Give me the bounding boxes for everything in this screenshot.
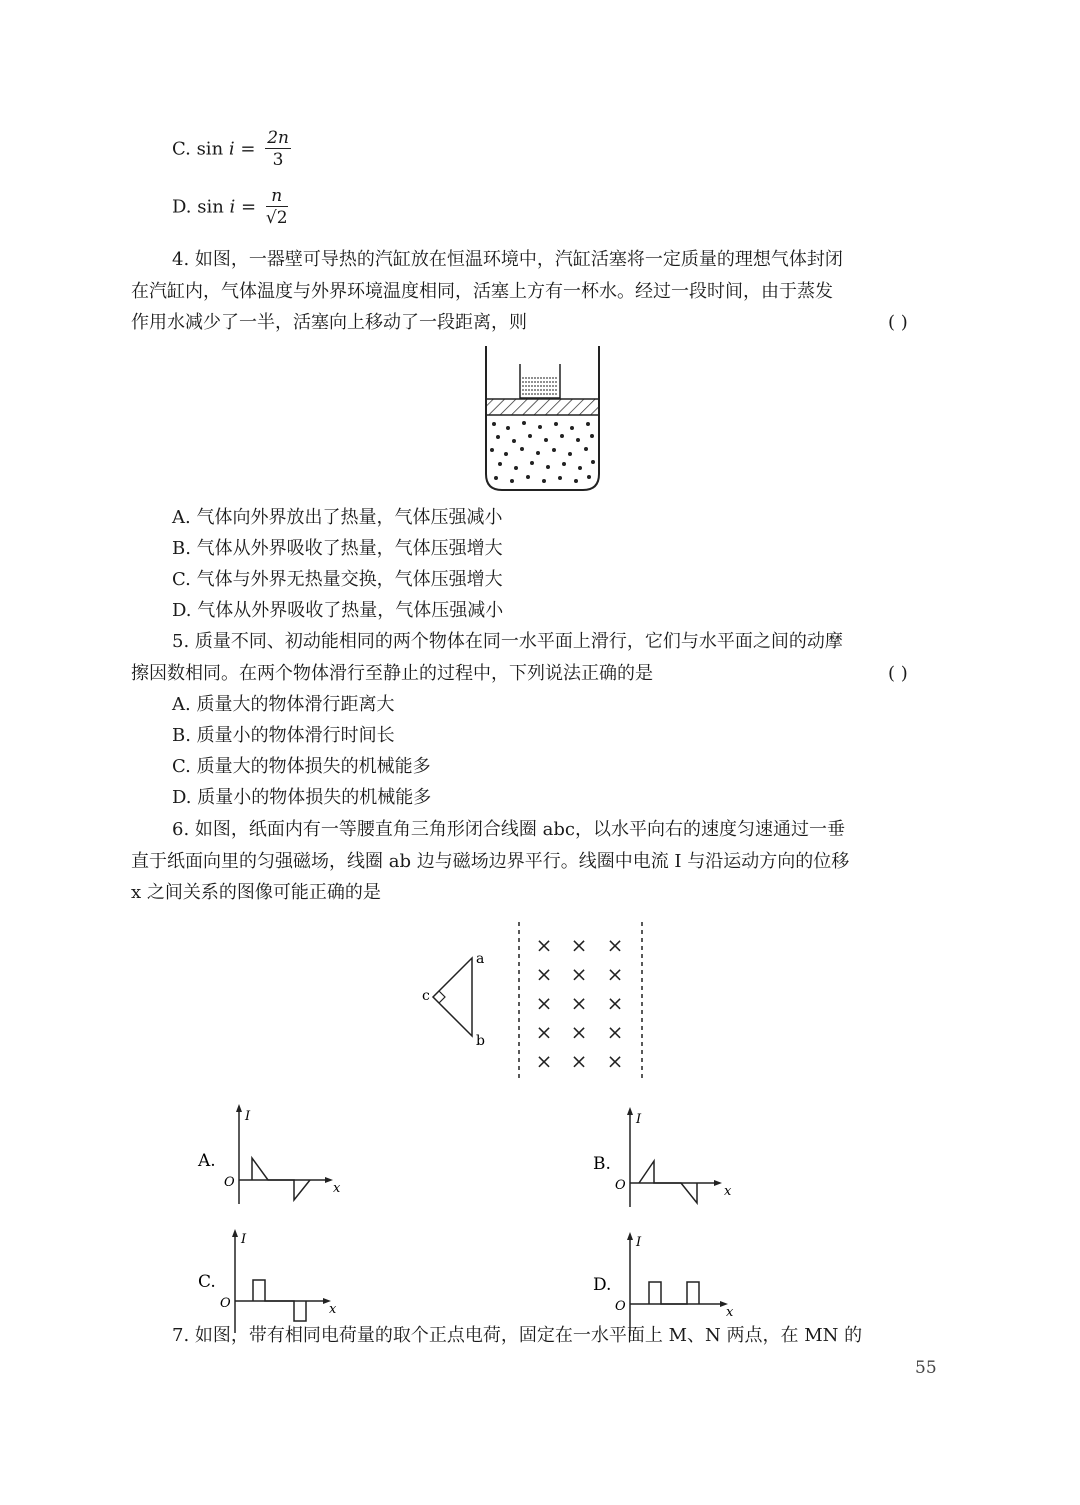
- q3-option-c: C. sin i = $\frac{2n}{3}$: [172, 128, 289, 170]
- svg-text:×: ×: [570, 933, 588, 957]
- graph-d-y-arrow: [627, 1232, 633, 1240]
- graph-d-x-label: x: [726, 1305, 734, 1320]
- graph-b-curve: [639, 1161, 697, 1203]
- graph-d-letter: D.: [593, 1275, 612, 1295]
- water-cup: [520, 364, 560, 398]
- q5-option-c: C. 质量大的物体损失的机械能多: [172, 756, 431, 777]
- gas-molecules: [490, 421, 595, 483]
- q4-option-d: D. 气体从外界吸收了热量，气体压强减小: [172, 600, 504, 621]
- graph-d-curve: [649, 1282, 699, 1304]
- graph-c-letter: C.: [198, 1272, 216, 1292]
- q5-answer-bracket: ( ): [888, 663, 908, 684]
- q6-text-line-1: 6. 如图，纸面内有一等腰直角三角形闭合线圈 abc，以水平向右的速度匀速通过一垂: [172, 819, 845, 840]
- q4-text-line-1: 4. 如图，一器壁可导热的汽缸放在恒温环境中，汽缸活塞将一定质量的理想气体封闭: [172, 249, 843, 270]
- q4-option-b: B. 气体从外界吸收了热量，气体压强增大: [172, 538, 503, 559]
- svg-text:×: ×: [606, 1020, 624, 1044]
- graph-a-x-label: x: [333, 1181, 341, 1196]
- svg-text:×: ×: [535, 991, 553, 1015]
- graph-c-x-label: x: [329, 1302, 337, 1317]
- svg-text:×: ×: [570, 962, 588, 986]
- q4-option-a: A. 气体向外界放出了热量，气体压强减小: [172, 507, 503, 528]
- q4-text-line-2: 在汽缸内，气体温度与外界环境温度相同，活塞上方有一杯水。经过一段时间，由于蒸发: [131, 281, 833, 302]
- right-angle-mark: [439, 991, 445, 1003]
- svg-text:×: ×: [535, 1020, 553, 1044]
- graph-b-x-arrow: [714, 1180, 722, 1186]
- water-surface: [522, 378, 558, 394]
- svg-text:×: ×: [535, 962, 553, 986]
- field-crosses: [536, 933, 624, 1073]
- page-number: 55: [915, 1358, 937, 1378]
- graph-d-y-label: I: [636, 1235, 642, 1250]
- q5-option-d: D. 质量小的物体损失的机械能多: [172, 787, 432, 808]
- label-b: b: [476, 1033, 485, 1049]
- q4-text-line-3: 作用水减少了一半，活塞向上移动了一段距离，则: [131, 312, 527, 333]
- q3-option-d-fraction: $\frac{n}{√2}$: [265, 186, 288, 228]
- svg-text:×: ×: [570, 1020, 588, 1044]
- svg-text:×: ×: [535, 1049, 553, 1073]
- cylinder-wall: [486, 346, 599, 490]
- graph-a-y-label: I: [245, 1109, 251, 1124]
- graph-b-origin: O: [615, 1178, 626, 1193]
- graph-a-curve: [252, 1158, 310, 1200]
- graph-c-y-label: I: [241, 1232, 247, 1247]
- svg-text:×: ×: [606, 991, 624, 1015]
- piston: [486, 399, 599, 415]
- svg-text:×: ×: [570, 991, 588, 1015]
- svg-text:×: ×: [570, 1049, 588, 1073]
- q3-option-d: D. sin i = $\frac{n}{√2}$: [172, 186, 288, 228]
- graph-a: [190, 1100, 370, 1210]
- graph-d-origin: O: [615, 1299, 626, 1314]
- graph-a-x-arrow: [325, 1177, 333, 1183]
- graph-b-y-arrow: [627, 1107, 633, 1115]
- q6-text-line-2: 直于纸面向里的匀强磁场，线圈 ab 边与磁场边界平行。线圈中电流 I 与沿运动方向的位移: [131, 851, 850, 872]
- graph-a-letter: A.: [198, 1151, 216, 1171]
- label-a: a: [476, 951, 485, 967]
- graph-c-y-arrow: [232, 1229, 238, 1237]
- svg-text:×: ×: [606, 962, 624, 986]
- q5-text-line-1: 5. 质量不同、初动能相同的两个物体在同一水平面上滑行，它们与水平面之间的动摩: [172, 631, 843, 652]
- graph-c-origin: O: [220, 1296, 231, 1311]
- graph-c: [190, 1225, 370, 1340]
- q4-cylinder-figure: [480, 344, 605, 494]
- svg-text:×: ×: [606, 933, 624, 957]
- svg-text:×: ×: [535, 933, 553, 957]
- graph-b-letter: B.: [593, 1154, 611, 1174]
- q5-text-line-2: 擦因数相同。在两个物体滑行至静止的过程中，下列说法正确的是: [131, 663, 653, 684]
- q5-option-a: A. 质量大的物体滑行距离大: [172, 694, 395, 715]
- q4-option-c: C. 气体与外界无热量交换，气体压强增大: [172, 569, 503, 590]
- graph-b-x-label: x: [724, 1184, 732, 1199]
- graph-a-y-arrow: [236, 1104, 242, 1112]
- q3-option-c-fraction: $\frac{2n}{3}$: [267, 128, 289, 170]
- q6-field-figure: [420, 918, 660, 1086]
- label-c: c: [422, 988, 430, 1004]
- triangle-coil: [433, 958, 472, 1036]
- q7-text-line-1: 7. 如图，带有相同电荷量的取个正点电荷，固定在一水平面上 M、N 两点，在 MN 的: [172, 1325, 863, 1346]
- q4-answer-bracket: ( ): [888, 312, 908, 333]
- q5-option-b: B. 质量小的物体滑行时间长: [172, 725, 395, 746]
- q6-text-line-3: x 之间关系的图像可能正确的是: [131, 882, 381, 903]
- graph-b-y-label: I: [636, 1112, 642, 1127]
- graph-b: [585, 1103, 765, 1213]
- graph-a-origin: O: [224, 1175, 235, 1190]
- svg-text:×: ×: [606, 1049, 624, 1073]
